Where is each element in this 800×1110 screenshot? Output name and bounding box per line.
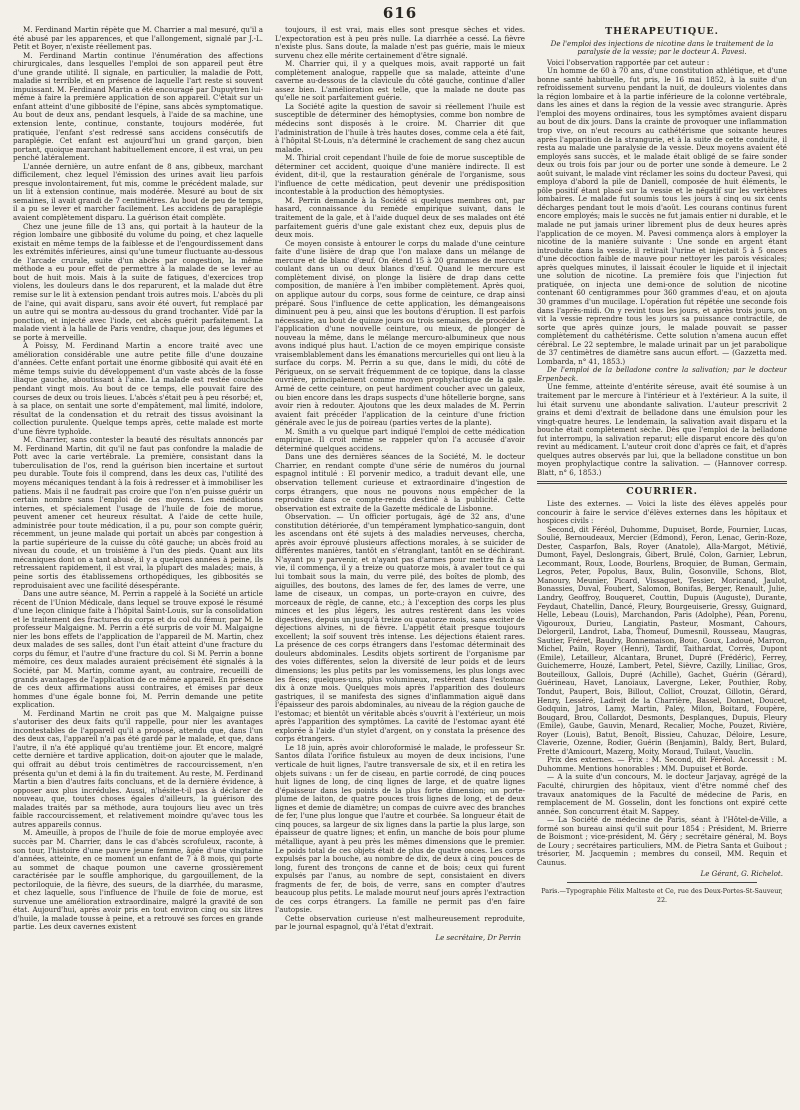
section-divider [537, 481, 787, 484]
middle-column-paragraph: M. Perrin demande à la Société si quelques membres ont, par hasard, connaissance du remède empirique suivant, dans le traitement de la gale, et à l'aide duquel deux de ses malades ont été parfaitement guéris d'une gale existant chez eux, depuis plus de deux mois. [275, 195, 525, 240]
therapeutique-paragraph: De l'emploi de la belladone contre la salivation; par le docteur Erpenbeck. [537, 365, 787, 383]
left-column-paragraph: M. Charrier, sans contester la beauté des résultats annoncés par M. Ferdinand Martin, dit qu'il ne faut pas confondre la maladie de Pott avec la carie vertébrale. La première, consistant dans la tuberculisation de l'os, rend la guérison bien incertaine et surtout peu durable. Toute fois il comprend, dans les deux cas, l'utilité des moyens mécaniques tendant à la fois à redresser et à immobiliser les patiens. Mais il ne faudrait pas croire que l'on n'en puisse guérir un certain nombre sans l'emploi de ces moyens. Les médications internes, et spécialement l'usage de l'huile de foie de morue, peuvent amener cet heureux résultat. A l'aide de cette huile, administrée pour toute médication, il a pu, pour son compte guérir, récemment, un jeune malade qui portait un abcès par congestion à la partie supérieure de la cuisse du côté gauche; un abcès froid au niveau du coude, et un troisième à l'un des pieds. Quant aux lits mécaniques dont on a tant abusé, il y a quelques années à peine, ils retressaient rapidement, il est vrai, la plupart des malades; mais, à peine sortis des établissemens orthopédiques, les gibbosités se reproduisaient avec une facilité désespérante. [13, 435, 263, 590]
gerant-signature: Le Gérant, G. Richelot. [700, 868, 783, 878]
column-left [13, 26, 263, 1096]
therapeutique-subtitle: De l'emploi des injections de nicotine dans le traitement de la paralysie de la vessie; par le docteur A. Pavesi. [550, 38, 774, 57]
middle-column-paragraph: Observation. — Un officier portugais, âgé de 32 ans, d'une constitution détériorée, d'un tempérament lymphatico-sanguin, dont les ascendans ont été sujets à des maladies nerveuses, chercha, après avoir éprouvé plusieurs affections morales, à se suicider de différentes manières, tantôt en s'étranglant, tantôt en se déchirant. N'ayant pu y parvenir, et n'ayant pas d'armes pour mettre fin à sa vie, il commença, il y a treize ou quatorze mois, à avaler tout ce qui lui tombait sous la main, du verre pilé, des boîtes de plomb, des aiguilles, des boutons, des lames de fer, des lames de verre, une lame de ciseaux, un compas, un porte-crayon en cuivre, des morceaux de règle, de canne, etc.; à l'exception des corps les plus minces et les plus légers, les autres restèrent dans les voies digestives, depuis un jusqu'à treize ou quatorze mois, sans exciter de déjections alvines, ni de fièvre. L'appétit était presque toujours excellent; la soif souvent très intense. Les déjections étaient rares. La présence de ces corps étrangers dans l'estomac déterminait des douleurs abdominales. Lesdits objets sortirent de l'organisme par des voies différentes, selon la diversité de leur poids et de leurs dimensions; les plus petits par les vomissemens, les plus longs avec les fèces; quelques-uns, plus volumineux, restèrent dans l'estomac dix à onze mois. Quelques mois après l'apparition des douleurs gastriques, il se manifesta des signes d'inflammation aiguë dans l'épaisseur des parois abdominales, au niveau de la région gauche de l'estomac; et bientôt un véritable abcès s'ouvrit à l'extérieur, un mois après l'apparition des symptômes. La cavité de l'estomac ayant été explorée à l'aide d'un stylet d'argent, on y constata la présence des corps étrangers. [275, 512, 525, 744]
middle-column-paragraph: M. Thirial croit cependant l'huile de foie de morue susceptible de déterminer cet accident, quoique d'une manière indirecte. Il est évident, dit-il, que la restauration générale de l'organisme, sous l'influence de cette médication, peut devenir une prédisposition incontestable à la production des hémoptysies. [275, 153, 525, 197]
left-column-paragraph: A Poissy, M. Ferdinand Martin a encore traité avec une amélioration considérable une autre petite fille d'une douzaine d'années. Cette enfant portait une énorme gibbosité qui avait été en même temps suivie du développement d'un vaste abcès de la fosse iliaque gauche, aboutissant à l'aine. La malade est restée couchée pendant vingt mois. Au bout de ce temps, elle pouvait faire des courses de deux ou trois lieues. L'abcès s'était peu à peu résorbé; et, à sa place, on sentait une sorte d'empâtement, mal limité, indolore, résultat de la condensation et du retrait des tissus avoisinant la collection purulente. Quelque temps après, cette malade est morte d'une fièvre typhoïde. [13, 341, 263, 436]
courrier-paragraph: Liste des externes. — Voici la liste des élèves appelés pour concourir à faire le service d'élèves externes dans les hôpitaux et hospices civils : [537, 498, 787, 526]
courrier-heading: COURRIER. [626, 486, 698, 498]
middle-column-paragraph: M. Charrier qui, il y a quelques mois, avait rapporté un fait complètement analogue, rappelle que sa malade, atteinte d'une caverne au-dessous de la clavicule du côté gauche, continue d'aller assez bien. L'amélioration est telle, que la malade ne doute pas qu'elle ne soit parfaitement guérie. [275, 59, 525, 103]
column-right [537, 26, 787, 1096]
column-middle-body [275, 26, 525, 932]
courrier-paragraph: — A la suite d'un concours, M. le docteur Jarjavay, agrégé de la Faculté, chirurgien des hôpitaux, vient d'être nommé chef des travaux anatomiques de la Faculté de médecine de Paris, en remplacement de M. Gosselin, dont les fonctions ont expiré cette année. Son concurrent était M. Sappey. [537, 772, 787, 816]
therapeutique-paragraph: Une femme, atteinte d'entérite séreuse, avait été soumise à un traitement par le mercure à l'intérieur et à l'extérieur. A la suite, il lui était survenu une abondante salivation. L'auteur prescrivit 2 grains et demi d'extrait de belladone dans une émulsion pour les vingt-quatre heures. Le lendemain, la salivation avait disparu et la bouche était complètement sèche. Dès que l'emploi de la belladone fut interrompu, la salivation reparut; elle disparut encore dès qu'on revint au médicament. L'auteur croit donc d'après ce fait, et d'après quelques autres observés par lui, que la belladone constitue un bon moyen prophylactique contre la salivation. — (Hannover corresp. Blatt, n° 6, 1853.) [537, 382, 787, 477]
middle-column-paragraph: Le 18 juin, après avoir chloroformisé le malade, le professeur Sr. Santos dilata l'orifice fistuleux au moyen de deux incisions, l'une verticale de huit lignes, l'autre transversale de six, et il en retira les objets suivans : un fer de ciseau, en partie corrodé, de cinq pouces huit lignes de long, de cinq lignes de large, et de quatre lignes d'épaisseur dans les points de la plus forte dimension; un porte-plume de laiton, de quatre pouces trois lignes de long, et de deux lignes et demie de diamètre; un compas de cuivre avec des branches de fer, l'une plus longue que l'autre et courbée. Sa longueur était de cinq pouces, sa largeur de six lignes dans la partie la plus large, son épaisseur de quatre lignes; et enfin, un manche de bois pour plume métallique, ayant à peu près les mêmes dimensions que le premier. Le poids total de ces objets était de plus de quatre onces. Les corps expulsés par la bouche, au nombre de dix, de deux à cinq pouces de long, furent des tronçons de canne et de bois; ceux qui furent expulsés par l'anus, au nombre de sept, consistaient en divers fragments de fer, de bois, de verre, sans en compter d'autres beaucoup plus petits. Le malade mourut neuf jours après l'extraction de ces corps étrangers. La famille ne permit pas d'en faire l'autopsie. [275, 742, 525, 915]
middle-column-paragraph: Ce moyen consiste à entourer le corps du malade d'une ceinture faite d'une lisière de drap que l'on malaxe dans un mélange de mercure et de blanc d'œuf. On étend 15 à 20 grammes de mercure coulant dans un ou deux blancs d'œuf. Quand le mercure est complètement divisé, on plonge la lisière de drap dans cette composition, de manière à l'en imbiber complètement. Après quoi, on applique autour du corps, sous forme de ceinture, ce drap ainsi préparé. Sous l'influence de cette application, les démangeaisons diminuent peu à peu, ainsi que les boutons d'éruption. Il est parfois nécessaire, au bout de quinze jours ou trois semaines, de procéder à l'application d'une nouvelle ceinture, ou mieux, de plonger de nouveau la même, dans le mélange mercuro-albumineux que nous avons indiqué plus haut. L'action de ce moyen empirique consiste vraisemblablement dans les émanations mercurielles qui ont lieu à la surface du corps. M. Perrin a su que, dans le midi, du côté de Périgueux, on se servait fréquemment de ce topique, dans la classe ouvrière, principalement comme moyen prophylactique de la gale. Armé de cette ceinture, on peut hardiment coucher avec un galeux, ou bien encore dans les draps suspects d'une hôtellerie borgne, sans avoir rien à redouter. Ajoutons que les deux malades de M. Perrin avaient fait précéder l'application de la ceinture d'une friction générale avec le jus de poireau (parties vertes de la plante). [275, 238, 525, 428]
middle-column-paragraph: toujours, il est vrai, mais elles sont presque sèches et vides. L'expectoration est à peu près nulle. La diarrhée a cessé. La fièvre n'existe plus. Sans doute, la malade n'est pas guérie, mais le mieux survenu chez elle mérite certainement d'être signalé. [275, 26, 525, 60]
left-column-paragraph: M. Ferdinand Martin ne croit pas que M. Malgaigne puisse s'autoriser des deux faits qu'il rappelle, pour nier les avantages incontestables de l'appareil qu'il a proposé, attendu que, dans l'un des deux cas, l'appareil n'a pas été gardé par le malade, et que, dans l'autre, il n'a été appliqué qu'au trentième jour. Et encore, malgré cette dernière et tardive application, doit-on ajouter que le malade, qui offrait au début trois centimètres de raccourcissement, n'en présenta qu'un et demi à la fin du traitement. Au reste, M. Ferdinand Martin a bien d'autres faits concluans, et de la dernière évidence, à opposer aux plus incrédules. Aussi, n'hésite-t-il pas à déclarer de nouveau, que, toutes choses égales d'ailleurs, la guérison des malades traités par sa méthode, aura toujours lieu avec un très faible raccourcissement, et relativement moindre qu'avec tous les autres appareils connus. [13, 708, 263, 829]
secretary-signature: Le secrétaire, Dr Perrin [435, 932, 521, 942]
courrier-body [537, 500, 787, 868]
middle-column-paragraph: Cette observation curieuse n'est malheureusement reproduite, par le journal espagnol, qu'à l'état d'extrait. [275, 913, 525, 932]
courrier-paragraph: Prix des externes. — Prix : M. Second, dit Féréol. Accessit : M. Duhomme. Mentions honorables : MM. Dupuiset et Borde. [537, 755, 787, 773]
left-column-paragraph: Dans une autre séance, M. Perrin a rappelé à la Société un article récent de l'Union Médicale, dans lequel se trouve exposé le résumé d'une leçon clinique faite à l'hôpital Saint-Louis, sur la consolidation et le traitement des fractures du corps et du col du fémur, par M. le professeur Malgaigne. M. Perrin a été surpris de voir M. Malgaigne nier les bons effets de l'application de l'appareil de M. Martin, chez deux malades de ses salles, dont l'un était atteint d'une fracture du corps du fémur, et l'autre d'une fracture du col. Si M. Perrin a bonne mémoire, ces deux malades auraient précisément été signalés à la Société, par M. Martin, comme ayant, au contraire, recueilli de grands avantages de l'application de ce même appareil. En présence de ces deux affirmations aussi contraires, et émises par deux hommes d'une égale bonne foi, M. Perrin demande une petite explication. [13, 589, 263, 710]
therapeutique-body [537, 59, 787, 478]
left-column-paragraph: Chez une jeune fille de 13 ans, qui portait à la hauteur de la région lombaire une gibbosité du volume du poing, et chez laquelle existait en même temps de la faiblesse et de l'engourdissement dans les extrémités inférieures, ainsi qu'une tumeur fluctuante au-dessous de l'arcade crurale, suite d'un abcès par congestion, la même méthode a eu pour effet de permettre à la malade de se lever au bout de huit mois. Mais à la suite de fatigues, d'exercices trop violens, les douleurs dans le dos reparurent, et la malade dut être remise sur le lit à extension pendant trois autres mois. L'abcès du pli de l'aine, qui avait disparu, sans avoir été ouvert, fut remplacé par un autre qui se montra au-dessous du grand trochanter. Vidé par la ponction, et injecté avec l'iode, cet abcès guérit parfaitement. La malade vient à la halle de Paris vendre, chaque jour, des légumes et se porte à merveille. [13, 221, 263, 342]
column-middle [275, 26, 525, 1096]
middle-column-paragraph: La Société agite la question de savoir si réellement l'huile est susceptible de déterminer des hémoptysies, comme bon nombre de médecins sont disposés à le croire. M. Charrier dit que l'administration de l'huile à très hautes doses, comme cela a été fait, à l'hôpital St-Louis, n'a déterminé le crachement de sang chez aucun malade. [275, 101, 525, 154]
left-column-paragraph: M. Ameuille, à propos de l'huile de foie de morue employée avec succès par M. Charrier, dans le cas d'abcès scrofuleux, raconte, à son tour, l'histoire d'une pauvre jeune femme, âgée d'une vingtaine d'années, atteinte, en ce moment un enfant de 7 à 8 mois, qui porte au sommet de chaque poumon une caverne grossièrement caractérisée par le souffle amphorique, du gargouillement, de la pectoriloquie, de la fièvre, des sueurs, de la diarrhée, du marasme, et chez laquelle, sous l'influence de l'huile de foie de morue, est survenue une amélioration extraordinaire, malgré la gravité de son état. Aujourd'hui, après avoir pris en tout environ cinq ou six litres d'huile, la malade tousse à peine, et a retrouvé ses forces en grande partie. Les deux cavernes existent [13, 828, 263, 932]
left-column-paragraph: M. Ferdinand Martin répète que M. Charrier a mal mesuré, qu'il a été abusé par les apparences, et que l'allongement, signalé par J.-L. Petit et Boyer, n'existe réellement pas. [13, 26, 263, 52]
courrier-paragraph: Second, dit Féréol, Duhomme, Dupuiset, Borde, Fournier, Lucas, Soulié, Bernoudeaux, Mercier (Edmond), Feron, Lenac, Gerin-Roze, Dester, Casparfon, Bals, Royer (Anatole), Alla-Margot, Métivié, Dumont, Fayel, Deslongrais, Gibert, Brulé, Colon, Garnier, Lebrun, Lecommant, Roux, Loode, Bourlens, Broquier, de Buman, Germain, Legros, Peter, Popolus, Baux, Bulin, Gosonville, Schons, Blot, Manoury, Meunier, Picard, Vissaguet, Tessier, Moricand, Jaulot, Bonassies, Duval, Foubert, Salomon, Bonifas, Berger, Renault, Julie, Landry, Geoffroy, Bouqueret, Couttin, Dupuis (Auguste), Durante, Feydaut, Chatellin, Dancé, Fleury, Bourgeuiserie, Gressy, Guignard, Helle, Lebeau (Louis), Marchandon, Paris (Adolphe), Péan, Porenu, Vigouroux, Durieu, Langiatin, Pasteur, Mosmant, Cahours, Delorgeril, Landrot, Laba, Thomeuf, Dumesnil, Rousseau, Maugras, Sautier, Fréret, Baudry, Bonnemaison, Bouc, Goux, Ladoué, Marron, Michel, Pailn, Royer (Henri), Tardif, Taithardat, Corrès, Dupont (Emile), Letailleur, Alcantara, Brunet, Dupré (Frédéric), Ferrey, Guichemerre, Houzé, Lambert, Petel, Sièvre, Cazilly, Liniliac, Gros, Bouteilloux, Gallois, Dupré (Achille), Gachet, Guérin (Gérard), Guérineau, Havet, Lanoiaux, Lavergne, Leker, Pouthier, Roby, Tondut, Paupert, Bois, Billout, Colliot, Crouzat, Gillotin, Gérard, Henry, Lesséré, Ladreit de la Charrière, Bassel, Donnet, Doucet, Godquin, Jatros, Lamy, Martin, Paley, Milon, Boitard, Foupère, Bougard, Brou, Collardot, Desmonts, Desplanques, Dupuis, Fleury (Emile), Gaube, Gauvin, Menard, Recalier, Moche, Pouzet, Rivière, Royer (Louis), Batut, Benoît, Bissieu, Cahuzac, Déloire, Lesure, Claverie, Ozenne, Rodier, Guérin (Benjamin), Baldy, Bert, Bulard, Frette d'Amicourt, Mazerg, Moity, Moraud, Tuilaut, Vauclin. [537, 524, 787, 756]
footer-rule [567, 882, 757, 883]
left-column-paragraph: L'année dernière, un autre enfant de 8 ans, gibbeux, marchant difficilement, chez lequel l'émission des urines avait lieu parfois presque involontairement, fut mis, comme le précédent malade, sur un lit à extension continue, mais modérée. Mesuré au bout de six semaines, il avait grandi de 7 centimètres. Au bout de peu de temps, il a pu se lever et marcher facilement. Les accidens de paraplégie avaient complètement disparu. La guérison était complète. [13, 161, 263, 223]
middle-column-paragraph: Dans une des dernières séances de la Société, M. le docteur Charrier, en rendant compte d'une série de numéros du journal espagnol intitulé : El porvenir medico, a traduit devant elle, une observation tellement curieuse et extraordinaire d'ingestion de corps étrangers, que nous ne pouvons nous empêcher de la reproduire dans ce compte-rendu destiné à la publicité. Cette observation est extraite de la Gazette médicale de Lisbonne. [275, 452, 525, 513]
printer-footer: Paris.—Typographie Félix Malteste et Ce, rue des Deux-Portes-St-Sauveur, 22. [541, 887, 783, 904]
middle-column-paragraph: M. Smith a vu quelque part indiqué l'emploi de cette médication empirique. Il croit même se rappeler qu'on l'a accusée d'avoir déterminé quelques accidens. [275, 426, 525, 453]
therapeutique-paragraph: Voici l'observation rapportée par cet auteur : [547, 57, 710, 67]
page-number: 616 [382, 4, 418, 22]
therapeutique-paragraph: Un homme de 60 à 70 ans, d'une constitution athlétique, et d'une bonne santé habituelle, fut pris, le 16 mai 1852, à la suite d'un refroidissement survenu pendant la nuit, de douleurs violentes dans la région lombaire et à la partie inférieure de la colonne vertébrale, dans les aines et dans la région de la vessie avec strangurie. Après l'emploi des moyens ordinaires, tous les symptômes avaient disparu au bout de dix jours. Dans la crainte de provoquer une inflammation trop vive, on n'eut recours au cathétérisme que soixante heures après l'apparition de la strangurie, et à la suite de cette conduite, il resta au malade une paralysie de la vessie. Deux moyens avaient été employés sans succès, et le malade était obligé de se faire sonder deux ou trois fois par jour ou de porter une sonde à demeure. Le 2 août suivant, le malade vint réclamer les soins du docteur Pavesi, qui employa d'abord la pile de Daniell, composée de huit éléments, le pôle positif étant placé sur la vessie et le négatif sur les vertèbres lombaires. Le malade fut soumis tous les jours à cinq ou six cents décharges pendant tout le mois d'août. Les courans continus furent encore employés; mais le succès ne fut jamais entier ni durable, et le malade ne put jamais uriner librement plus de deux heures après l'application de ce moyen. M. Pavesi commença alors à employer la nicotine de la manière suivante : Une sonde en argent étant introduite dans la vessie, il retirait l'urine et injectait 5 à 5 onces d'une décoction faible de mauve pour nettoyer les parois vésicales; après quelques minutes, il laissait écouler le liquide et il injectait une solution de nicotine. La première fois que l'injection fut pratiquée, on injecta une demi-once de solution de nicotine contenant 60 centigrammes pour 360 grammes d'eau, et on ajouta 30 grammes d'un mucilage. L'opération fut répétée une seconde fois dans l'après-midi. On y revint tous les jours, et après trois jours, on vit la vessie reprendre tous les jours sa puissance contractile, de sorte que après quinze jours, le malade pouvait se passer complètement du cathétérisme. Cette solution n'amena aucun effet cérébral. Le 22 septembre, le malade urinait par un jet parabolique de 37 centimètres de diamètre sans aucun effort. — (Gazzetta med. Lombarda, n° 41, 1853.) [537, 66, 787, 366]
columns [13, 26, 787, 1096]
therapeutique-heading: THÉRAPEUTIQUE. [605, 26, 719, 37]
courrier-paragraph: — La Société de médecine de Paris, séant à l'Hôtel-de-Ville, a formé son bureau ainsi qu'il suit pour 1854 : Président, M. Brierre de Boismont ; vice-président, M. Géry ; secrétaire général, M. Boys de Loury ; secrétaires particuliers, MM. de Pietra Santa et Guibout ; trésorier, M. Jacquemin ; membres du conseil, MM. Requin et Caunus. [537, 815, 787, 867]
left-column-paragraph: M. Ferdinand Martin continue l'énumération des affections chirurgicales, dans lesquelles l'emploi de son appareil peut être d'une grande utilité. Il signale, en particulier, la maladie de Pott, maladie si terrible, et en présence de laquelle l'art reste si souvent impuissant. M. Ferdinand Martin a été encouragé par Dupuytren lui-même à faire la première application de son appareil. C'était sur un enfant atteint d'une gibbosité de l'épine, sans abcès symptomatique. Au bout de deux ans, pendant lesquels, à l'aide de sa machine, une extension lente, continue, constante, toujours modérée, fut pratiquée, l'enfant s'est redressé sans accidens consécutifs de paraplégie. Cet enfant est aujourd'hui un grand garçon, bien portant, quoique marchant habituellement encore, il est vrai, un peu penché latéralement. [13, 50, 263, 163]
